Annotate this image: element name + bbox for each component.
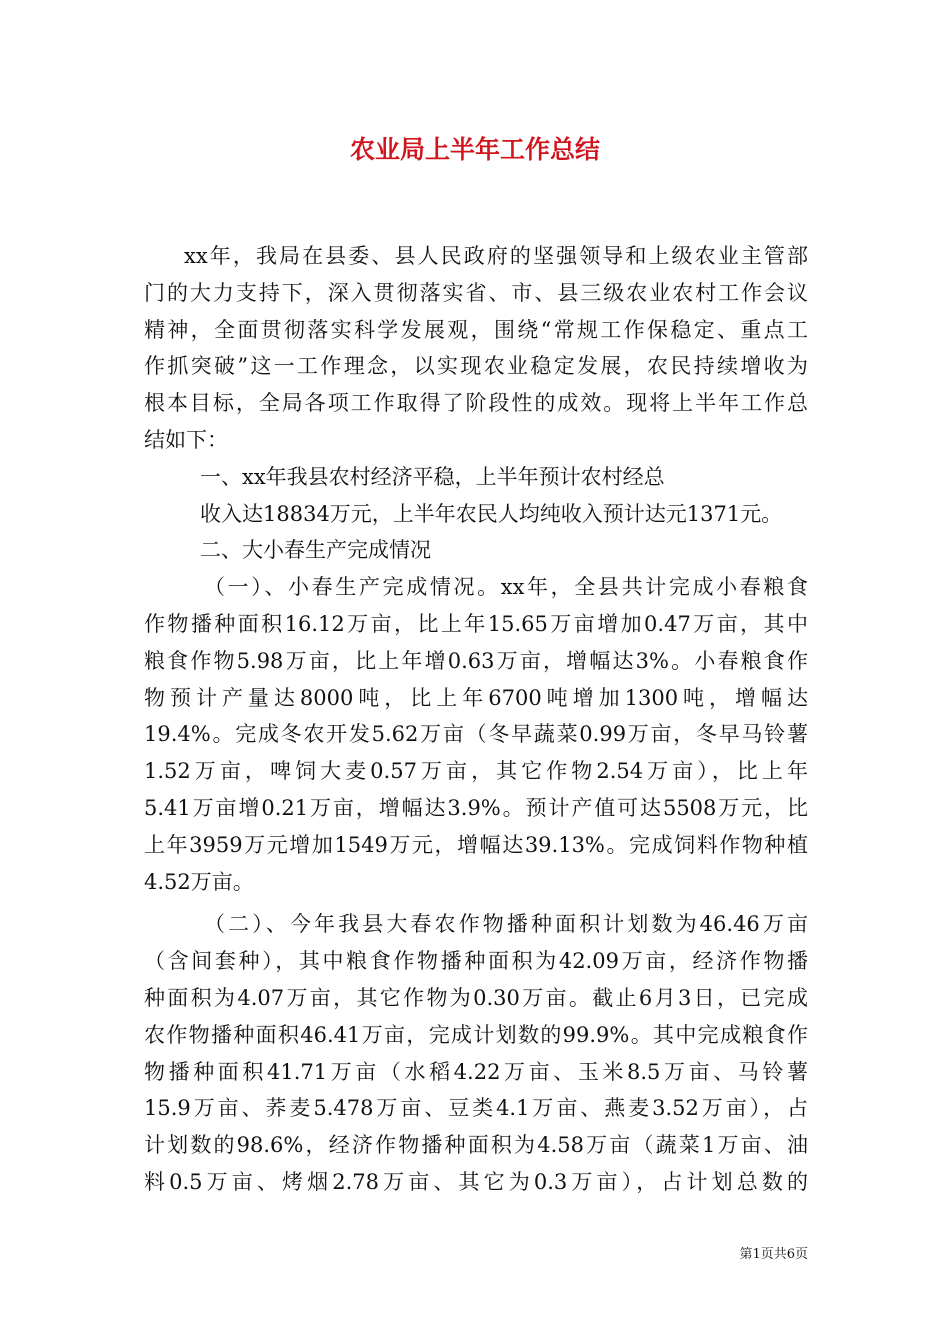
paragraph-line: 收入达18834万元，上半年农民人均纯收入预计达元1371元。 [200,501,783,526]
paragraph-line: 4.52万亩。 [144,869,254,894]
paragraph-line: 物预计产量达8000吨，比上年6700吨增加1300吨，增幅达 [144,685,808,710]
paragraph-line: 种面积为4.07万亩，其它作物为0.30万亩。截止6月3日，已完成 [144,985,808,1010]
paragraph-line: 精神，全面贯彻落实科学发展观，围绕“常规工作保稳定、重点工 [144,317,808,342]
paragraph-line: 门的大力支持下，深入贯彻落实省、市、县三级农业农村工作会议 [144,280,808,305]
paragraph-line: （含间套种），其中粮食作物播种面积为42.09万亩，经济作物播 [144,949,808,974]
paragraph-line: 19.4%。完成冬农开发5.62万亩（冬早蔬菜0.99万亩，冬早马铃薯 [144,722,808,747]
paragraph-line: 作物播种面积16.12万亩，比上年15.65万亩增加0.47万亩，其中 [144,611,808,636]
paragraph-line: 粮食作物5.98万亩，比上年增0.63万亩，增幅达3%。小春粮食作 [144,648,808,673]
paragraph-line: 上年3959万元增加1549万元，增幅达39.13%。完成饲料作物种植 [144,832,808,857]
paragraph-line: 5.41万亩增0.21万亩，增幅达3.9%。预计产值可达5508万元，比 [144,795,808,820]
paragraph-line: xx年，我局在县委、县人民政府的坚强领导和上级农业主管部 [184,244,808,268]
subsection-line: （二）、今年我县大春农作物播种面积计划数为46.46万亩 [204,912,808,937]
section-heading: 一、xx年我县农村经济平稳，上半年预计农村经总 [200,464,665,489]
page-number: 第1页共6页 [739,1247,808,1262]
section-heading: 二、大小春生产完成情况 [200,538,431,563]
paragraph-line: 15.9万亩、荞麦5.478万亩、豆类4.1万亩、燕麦3.52万亩），占 [144,1096,808,1121]
document-body [144,238,808,1201]
paragraph-line: 农作物播种面积46.41万亩，完成计划数的99.9%。其中完成粮食作 [144,1022,808,1047]
paragraph-line: 计划数的98.6%，经济作物播种面积为4.58万亩（蔬菜1万亩、油 [144,1133,808,1158]
paragraph-line: 1.52万亩，啤饲大麦0.57万亩，其它作物2.54万亩），比上年 [144,759,808,784]
subsection-line: （一）、小春生产完成情况。xx年，全县共计完成小春粮食 [204,575,808,600]
paragraph-line: 根本目标，全局各项工作取得了阶段性的成效。现将上半年工作总 [144,391,808,416]
paragraph-line: 结如下： [144,427,228,452]
paragraph-line: 物播种面积41.71万亩（水稻4.22万亩、玉米8.5万亩、马铃薯 [144,1059,808,1084]
paragraph-line: 料0.5万亩、烤烟2.78万亩、其它为0.3万亩），占计划总数的 [144,1169,808,1194]
paragraph-line: 作抓突破”这一工作理念，以实现农业稳定发展，农民持续增收为 [144,354,808,379]
page-title: 农业局上半年工作总结 [349,135,600,164]
